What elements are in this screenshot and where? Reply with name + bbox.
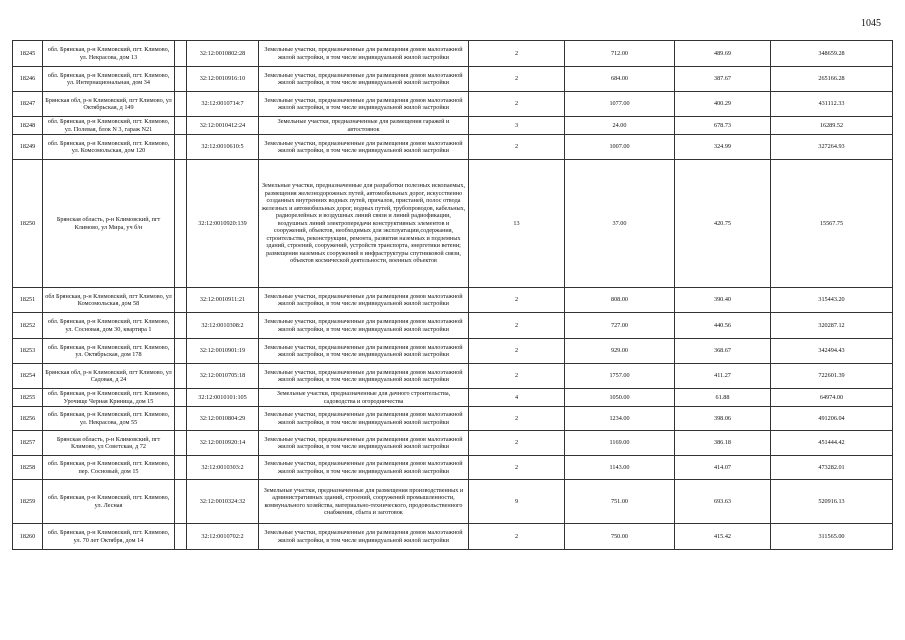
- area-cell: 1143.00: [565, 456, 675, 480]
- unit-value-cell: 440.56: [675, 313, 771, 339]
- row-id-cell: 18245: [13, 41, 43, 67]
- area-cell: 712.00: [565, 41, 675, 67]
- cadastral-value-cell: 315443.20: [771, 288, 893, 313]
- table-row: [13, 135, 893, 160]
- land-use-cell: Земельные участки, предназначенные для размещения домов малоэтажной жилой застройки, в том числе индивидуальной жилой застройки: [259, 524, 469, 550]
- row-id-cell: 18248: [13, 117, 43, 135]
- address-cell: обл. Брянская, р-н Климовский, пгт. Климово, пер. Сосновый, дом 15: [43, 456, 175, 480]
- spacer-cell: [175, 288, 187, 313]
- group-cell: 4: [469, 389, 565, 407]
- group-cell: 2: [469, 364, 565, 389]
- area-cell: 751.00: [565, 480, 675, 524]
- table-row: [13, 117, 893, 135]
- land-use-cell: Земельные участки, предназначенные для размещения домов малоэтажной жилой застройки, в том числе индивидуальной жилой застройки: [259, 313, 469, 339]
- group-cell: 2: [469, 524, 565, 550]
- area-cell: 1007.00: [565, 135, 675, 160]
- area-cell: 1050.00: [565, 389, 675, 407]
- address-cell: Брянская обл, р-н Климовский, пгт Климово, ул Садовая, д 24: [43, 364, 175, 389]
- unit-value-cell: 678.73: [675, 117, 771, 135]
- cadastral-value-table: [12, 40, 893, 550]
- cadastral-number-cell: 32:12:0010920:139: [187, 160, 259, 288]
- cadastral-number-cell: 32:12:0010101:105: [187, 389, 259, 407]
- cadastral-number-cell: 32:12:0010324:32: [187, 480, 259, 524]
- cadastral-value-cell: 348659.28: [771, 41, 893, 67]
- row-id-cell: 18254: [13, 364, 43, 389]
- land-use-cell: Земельные участки, предназначенные для размещения домов малоэтажной жилой застройки, в том числе индивидуальной жилой застройки: [259, 67, 469, 92]
- table-row: [13, 389, 893, 407]
- cadastral-value-cell: 451444.42: [771, 431, 893, 456]
- cadastral-number-cell: 32:12:0010802:28: [187, 41, 259, 67]
- cadastral-value-cell: 311565.00: [771, 524, 893, 550]
- land-use-cell: Земельные участки, предназначенные для размещения домов малоэтажной жилой застройки, в том числе индивидуальной жилой застройки: [259, 288, 469, 313]
- address-cell: обл. Брянская, р-н Климовский, пгт. Климово, ул. Некрасова, дом 55: [43, 407, 175, 431]
- table-row: [13, 431, 893, 456]
- table-row: [13, 364, 893, 389]
- area-cell: 727.00: [565, 313, 675, 339]
- table-row: [13, 407, 893, 431]
- spacer-cell: [175, 41, 187, 67]
- land-use-cell: Земельные участки, предназначенные для размещения домов малоэтажной жилой застройки, в том числе индивидуальной жилой застройки: [259, 339, 469, 364]
- unit-value-cell: 400.29: [675, 92, 771, 117]
- unit-value-cell: 420.75: [675, 160, 771, 288]
- land-use-cell: Земельные участки, предназначенные для размещения домов малоэтажной жилой застройки, в том числе индивидуальной жилой застройки: [259, 135, 469, 160]
- address-cell: обл. Брянская, р-н Климовский, пгт. Климово, ул. Сосновая, дом 30, квартира 1: [43, 313, 175, 339]
- land-use-cell: Земельные участки, предназначенные для размещения домов малоэтажной жилой застройки, в том числе индивидуальной жилой застройки: [259, 364, 469, 389]
- row-id-cell: 18259: [13, 480, 43, 524]
- cadastral-value-cell: 16289.52: [771, 117, 893, 135]
- row-id-cell: 18247: [13, 92, 43, 117]
- row-id-cell: 18256: [13, 407, 43, 431]
- land-use-cell: Земельные участки, предназначенные для размещения домов малоэтажной жилой застройки, в том числе индивидуальной жилой застройки: [259, 456, 469, 480]
- group-cell: 2: [469, 456, 565, 480]
- cadastral-number-cell: 32:12:0010714:7: [187, 92, 259, 117]
- area-cell: 24.00: [565, 117, 675, 135]
- cadastral-number-cell: 32:12:0010901:19: [187, 339, 259, 364]
- land-use-cell: Земельные участки, предназначенные для дачного строительства, садоводства и огородничества: [259, 389, 469, 407]
- table-row: [13, 92, 893, 117]
- table-row: [13, 67, 893, 92]
- table-row: [13, 456, 893, 480]
- group-cell: 9: [469, 480, 565, 524]
- unit-value-cell: 398.06: [675, 407, 771, 431]
- unit-value-cell: 489.69: [675, 41, 771, 67]
- address-cell: обл. Брянская, р-н Климовский, пгт. Климово, ул. Полевая, блок N 3, гараж N21: [43, 117, 175, 135]
- row-id-cell: 18257: [13, 431, 43, 456]
- cadastral-value-cell: 64974.00: [771, 389, 893, 407]
- group-cell: 2: [469, 67, 565, 92]
- spacer-cell: [175, 431, 187, 456]
- group-cell: 3: [469, 117, 565, 135]
- group-cell: 2: [469, 288, 565, 313]
- address-cell: обл. Брянская, р-н Климовский, пгт. Климово, ул. Некрасова, дом 13: [43, 41, 175, 67]
- area-cell: 37.00: [565, 160, 675, 288]
- spacer-cell: [175, 67, 187, 92]
- group-cell: 13: [469, 160, 565, 288]
- address-cell: обл Брянская, р-н Климовский, пгт Климово, ул Комсомольская, дом 58: [43, 288, 175, 313]
- unit-value-cell: 324.99: [675, 135, 771, 160]
- unit-value-cell: 693.63: [675, 480, 771, 524]
- spacer-cell: [175, 313, 187, 339]
- row-id-cell: 18258: [13, 456, 43, 480]
- cadastral-number-cell: 32:12:0010911:21: [187, 288, 259, 313]
- address-cell: обл. Брянская, р-н Климовский, пгт. Климово, ул. Лесная: [43, 480, 175, 524]
- address-cell: Брянская область, р-н Климовский, пгт Климово, ул Мира, уч б/н: [43, 160, 175, 288]
- row-id-cell: 18249: [13, 135, 43, 160]
- row-id-cell: 18260: [13, 524, 43, 550]
- cadastral-number-cell: 32:12:0010920:14: [187, 431, 259, 456]
- table-body: [13, 41, 893, 550]
- cadastral-number-cell: 32:12:0010303:2: [187, 456, 259, 480]
- table-row: [13, 524, 893, 550]
- unit-value-cell: 390.40: [675, 288, 771, 313]
- unit-value-cell: 411.27: [675, 364, 771, 389]
- row-id-cell: 18252: [13, 313, 43, 339]
- group-cell: 2: [469, 313, 565, 339]
- cadastral-value-cell: 520916.13: [771, 480, 893, 524]
- address-cell: обл. Брянская, р-н Климовский, пгт. Климово, ул. Интернациональная, дом 34: [43, 67, 175, 92]
- cadastral-value-cell: 722601.39: [771, 364, 893, 389]
- unit-value-cell: 387.67: [675, 67, 771, 92]
- address-cell: Брянская область, р-н Климовский, пгт Климово, ул Советская, д 72: [43, 431, 175, 456]
- group-cell: 2: [469, 431, 565, 456]
- row-id-cell: 18246: [13, 67, 43, 92]
- group-cell: 2: [469, 92, 565, 117]
- cadastral-value-cell: 327264.93: [771, 135, 893, 160]
- unit-value-cell: 414.07: [675, 456, 771, 480]
- unit-value-cell: 61.88: [675, 389, 771, 407]
- cadastral-number-cell: 32:12:0010804:29: [187, 407, 259, 431]
- cadastral-number-cell: 32:12:0010308:2: [187, 313, 259, 339]
- row-id-cell: 18250: [13, 160, 43, 288]
- cadastral-value-cell: 342494.43: [771, 339, 893, 364]
- group-cell: 2: [469, 41, 565, 67]
- address-cell: обл. Брянская, р-н Климовский, пгт. Климово, ул. Комсомольская, дом 120: [43, 135, 175, 160]
- page-number: 1045: [861, 18, 881, 29]
- cadastral-value-cell: 473282.01: [771, 456, 893, 480]
- spacer-cell: [175, 524, 187, 550]
- cadastral-value-cell: 491206.04: [771, 407, 893, 431]
- area-cell: 1077.00: [565, 92, 675, 117]
- table-row: [13, 480, 893, 524]
- land-use-cell: Земельные участки, предназначенные для размещения домов малоэтажной жилой застройки, в том числе индивидуальной жилой застройки: [259, 431, 469, 456]
- address-cell: обл. Брянская, р-н Климовский, пгт. Климово, ул. Октябрьская, дом 178: [43, 339, 175, 364]
- table-row: [13, 313, 893, 339]
- area-cell: 1169.00: [565, 431, 675, 456]
- group-cell: 2: [469, 135, 565, 160]
- land-use-cell: Земельные участки, предназначенные для размещения домов малоэтажной жилой застройки, в том числе индивидуальной жилой застройки: [259, 407, 469, 431]
- spacer-cell: [175, 160, 187, 288]
- area-cell: 1757.00: [565, 364, 675, 389]
- area-cell: 808.00: [565, 288, 675, 313]
- cadastral-value-cell: 431112.33: [771, 92, 893, 117]
- land-use-cell: Земельные участки, предназначенные для разработки полезных ископаемых, размещения железнодорожных путей, автомобильных дорог, искусственно созданных внутренних водных путей, причалов, пристаней, полос отвода железных и автомобильных дорог, водных путей, трубопроводов, кабельных, радиорелейных и воздушных линий связи и линий радиофикации, воздушных линий электропередачи конструктивных элементов и сооружений, объектов, необходимых для эксплуатации,содержания, строительства, реконструкции, ремонта, развития наземных и подземных зданий, строений, сооружений, устройств транспорта, энергетики ветени; размещения наземных сооружений в инфраструктуры спутниковой связи, объектов космической деятельности, военных объектов: [259, 160, 469, 288]
- land-use-cell: Земельные участки, предназначенные для размещения домов малоэтажной жилой застройки, в том числе индивидуальной жилой застройки: [259, 92, 469, 117]
- spacer-cell: [175, 456, 187, 480]
- area-cell: 750.00: [565, 524, 675, 550]
- spacer-cell: [175, 117, 187, 135]
- group-cell: 2: [469, 339, 565, 364]
- area-cell: 1234.00: [565, 407, 675, 431]
- table-row: [13, 41, 893, 67]
- cadastral-value-cell: 265166.28: [771, 67, 893, 92]
- unit-value-cell: 386.18: [675, 431, 771, 456]
- row-id-cell: 18251: [13, 288, 43, 313]
- land-use-cell: Земельные участки, предназначенные для размещения производственных и административных зданий, строений, сооружений промышленности, коммунального хозяйства, материально-технического, продовольственного снабжения, сбыта и заготовок: [259, 480, 469, 524]
- spacer-cell: [175, 364, 187, 389]
- area-cell: 684.00: [565, 67, 675, 92]
- spacer-cell: [175, 389, 187, 407]
- area-cell: 929.00: [565, 339, 675, 364]
- spacer-cell: [175, 135, 187, 160]
- spacer-cell: [175, 339, 187, 364]
- cadastral-value-cell: 15567.75: [771, 160, 893, 288]
- row-id-cell: 18253: [13, 339, 43, 364]
- land-use-cell: Земельные участки, предназначенные для размещения домов малоэтажной жилой застройки, в том числе индивидуальной жилой застройки: [259, 41, 469, 67]
- address-cell: Брянская обл, р-н Климовский, пгт Климово, ул Октябрьская, д 149: [43, 92, 175, 117]
- unit-value-cell: 415.42: [675, 524, 771, 550]
- address-cell: обл. Брянская, р-н Климовский, пгт. Климово, ул. 70 лет Октября, дом 14: [43, 524, 175, 550]
- row-id-cell: 18255: [13, 389, 43, 407]
- cadastral-number-cell: 32:12:0010916:10: [187, 67, 259, 92]
- table-row: [13, 288, 893, 313]
- cadastral-number-cell: 32:12:0010610:5: [187, 135, 259, 160]
- cadastral-number-cell: 32:12:0010702:2: [187, 524, 259, 550]
- group-cell: 2: [469, 407, 565, 431]
- spacer-cell: [175, 407, 187, 431]
- spacer-cell: [175, 480, 187, 524]
- table-row: [13, 339, 893, 364]
- land-use-cell: Земельные участки, предназначенные для размещения гаражей и автостоянок: [259, 117, 469, 135]
- spacer-cell: [175, 92, 187, 117]
- address-cell: обл. Брянская, р-н Климовский, пгт. Климово, Урочище Черная Криница, дом 15: [43, 389, 175, 407]
- cadastral-number-cell: 32:12:0010412:24: [187, 117, 259, 135]
- cadastral-number-cell: 32:12:0010705:18: [187, 364, 259, 389]
- table-row: [13, 160, 893, 288]
- unit-value-cell: 368.67: [675, 339, 771, 364]
- cadastral-value-cell: 320287.12: [771, 313, 893, 339]
